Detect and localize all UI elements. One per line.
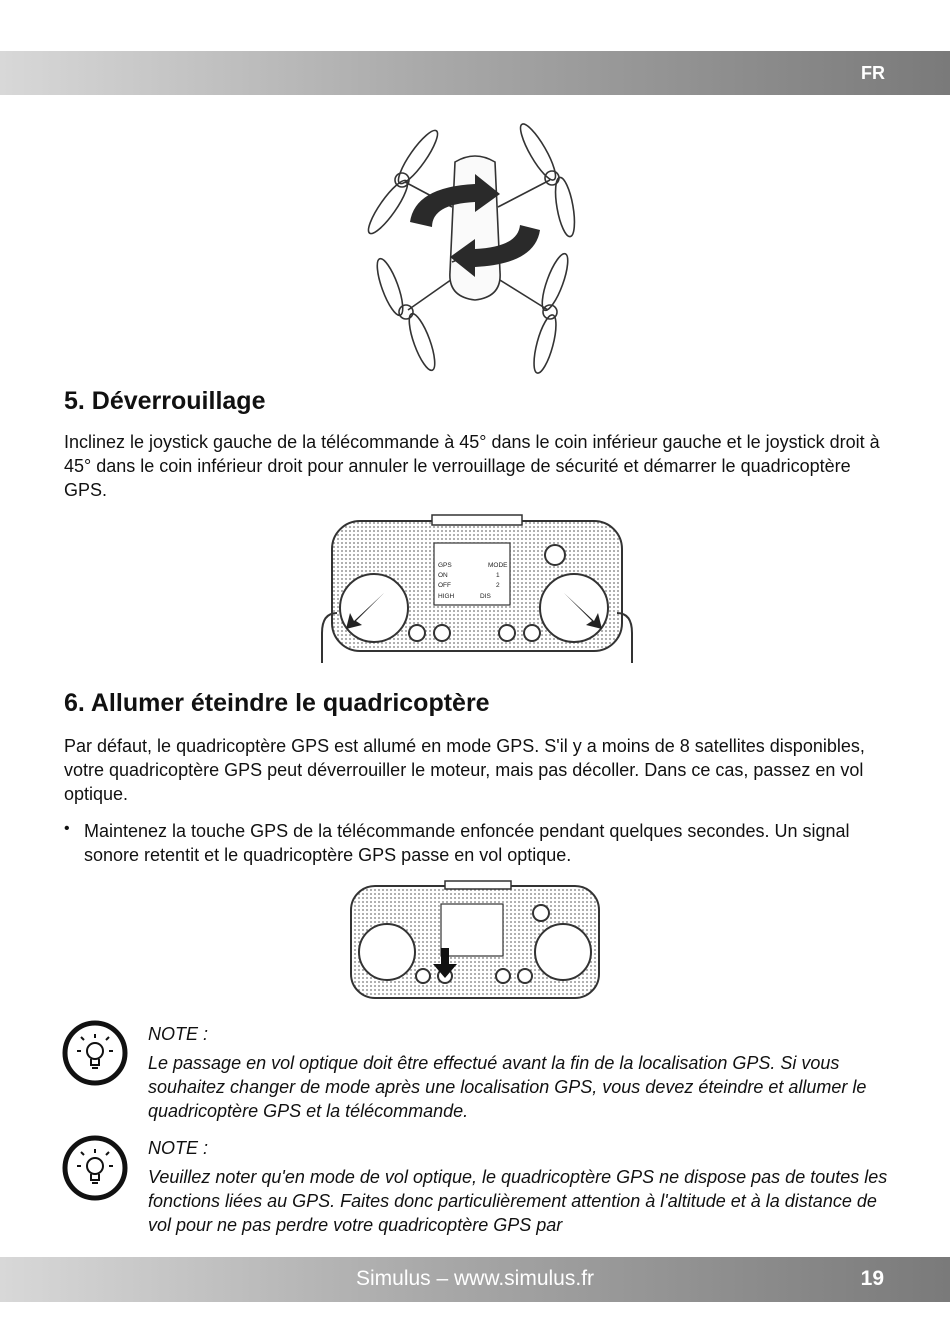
section-6-body: Par défaut, le quadricoptère GPS est allumé en mode GPS. S'il y a moins de 8 satellites disponibles, votre quadricoptère GPS peut déverrouiller le moteur, mais pas décoller. Dans ce cas, passez en vol optique. — [64, 736, 865, 804]
footer-website-text: Simulus – www.simulus.fr — [355, 1267, 595, 1290]
note-2-body: Veuillez noter qu'en mode de vol optique, le quadricoptère GPS ne dispose pas de toutes les fonctions liées au GPS. Faites donc particulièrement attention à l'altitude et à la distance de vol pour ne pas perdre votre quadricoptère GPS par — [148, 1167, 888, 1235]
display-mode-label: MODE — [488, 562, 508, 569]
note-2-title: NOTE : — [148, 1138, 209, 1158]
note-1-title: NOTE : — [148, 1024, 209, 1044]
function-button[interactable] — [416, 969, 430, 983]
function-button[interactable] — [434, 625, 450, 641]
section-5-title: 5. Déverrouillage — [64, 387, 266, 415]
page-number: 19 — [860, 1267, 884, 1290]
language-label: FR — [861, 63, 885, 83]
gps-button[interactable] — [409, 625, 425, 641]
section-5-body: Inclinez le joystick gauche de la télécommande à 45° dans le coin inférieur gauche et le joystick droit à 45° dans le coin inférieur droit pour annuler le verrouillage de sécurité et démarrer le quadricoptère GPS. — [64, 432, 880, 500]
section-6-title: 6. Allumer éteindre le quadricoptère — [64, 689, 490, 717]
bullet-icon: • — [64, 820, 70, 837]
function-button[interactable] — [496, 969, 510, 983]
left-joystick[interactable] — [340, 574, 408, 642]
display-gps-label: GPS — [438, 562, 452, 569]
right-joystick[interactable] — [540, 574, 608, 642]
note-1-body: Le passage en vol optique doit être effectué avant la fin de la localisation GPS. Si vous souhaitez changer de mode après une localisation GPS, vous devez éteindre et allumer le quadricoptère GPS et la télécommande. — [148, 1053, 867, 1121]
remote-controller-illustration-gps — [345, 880, 605, 1008]
display-high-label: HIGH — [438, 593, 455, 600]
lightbulb-note-icon — [62, 1135, 128, 1201]
function-button[interactable] — [518, 969, 532, 983]
display-on-label: ON — [438, 572, 448, 579]
header-bar — [0, 51, 950, 95]
function-button[interactable] — [499, 625, 515, 641]
footer-bar — [0, 1257, 950, 1302]
display-dis-label: DIS — [480, 593, 491, 600]
remote-controller-illustration-unlock — [312, 513, 642, 673]
display-off-label: OFF — [438, 582, 451, 589]
function-button[interactable] — [524, 625, 540, 641]
right-joystick[interactable] — [535, 924, 591, 980]
power-button[interactable] — [545, 545, 565, 565]
lightbulb-note-icon — [62, 1020, 128, 1086]
left-joystick[interactable] — [359, 924, 415, 980]
section-6-bullet: Maintenez la touche GPS de la télécommande enfoncée pendant quelques secondes. Un signal sonore retentit et le quadricoptère GPS passe en vol optique. — [84, 821, 850, 865]
display-mode-1-label: 1 — [496, 572, 500, 579]
power-button[interactable] — [533, 905, 549, 921]
display-mode-2-label: 2 — [496, 582, 500, 589]
drone-rotation-illustration — [360, 112, 590, 374]
